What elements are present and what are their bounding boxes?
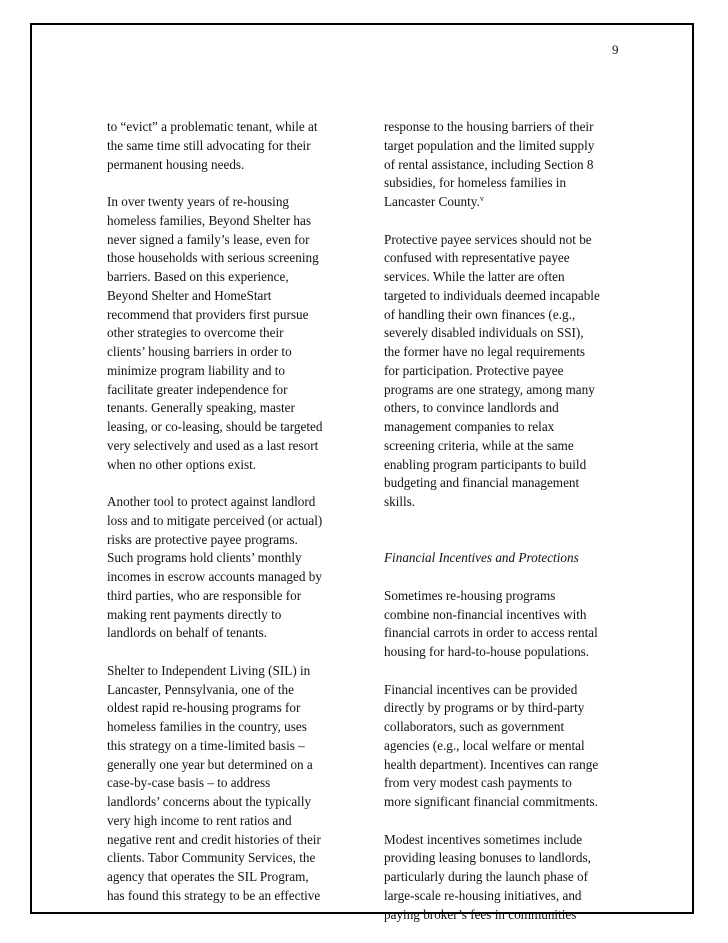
text-line: Lancaster, Pennsylvania, one of the	[107, 681, 294, 697]
paragraph-gap	[384, 662, 628, 681]
text-line: for participation. Protective payee	[384, 362, 564, 378]
footnote-marker: v	[479, 194, 484, 203]
text-line: oldest rapid re-housing programs for	[107, 700, 301, 716]
text-line: providing leasing bonuses to landlords,	[384, 850, 591, 866]
text-line: case-by-case basis – to address	[107, 775, 271, 791]
text-line: generally one year but determined on a	[107, 756, 313, 772]
text-line: to “evict” a problematic tenant, while at	[107, 119, 318, 134]
text-line: enabling program participants to build	[384, 456, 587, 472]
text-line: targeted to individuals deemed incapable	[384, 287, 600, 303]
text-line: minimize program liability and to	[107, 362, 285, 378]
text-line: landlords on behalf of tenants.	[107, 625, 268, 641]
text-line: more significant financial commitments.	[384, 794, 598, 809]
text-line: screening criteria, while at the same	[384, 437, 574, 453]
text-line: the former have no legal requirements	[384, 344, 586, 359]
text-line: of rental assistance, including Section 8	[384, 156, 594, 172]
section-heading: Financial Incentives and Protections	[384, 550, 579, 566]
text-line: Protective payee services should not be	[384, 231, 592, 247]
text-line: leasing, or co-leasing, should be targeted	[107, 419, 323, 434]
text-line: making rent payments directly to	[107, 606, 282, 622]
text-line: housing for hard-to-house populations.	[384, 644, 590, 659]
text-line: budgeting and financial management	[384, 475, 580, 491]
text-line: tenants. Generally speaking, master	[107, 400, 295, 416]
text-line: recommend that providers first pursue	[107, 306, 309, 322]
text-line: Sometimes re-housing programs	[384, 587, 556, 603]
text-line: when no other options exist.	[107, 456, 257, 472]
text-line: directly by programs or by third-party	[384, 700, 585, 716]
text-line: large-scale re-housing initiatives, and	[384, 887, 582, 903]
text-line: severely disabled individuals on SSI),	[384, 325, 584, 341]
text-line: those households with serious screening	[107, 250, 319, 266]
text-line: homeless families in the country, uses	[107, 719, 307, 734]
paragraph-gap	[107, 174, 353, 193]
text-line: third parties, who are responsible for	[107, 587, 302, 603]
text-line: skills.	[384, 494, 416, 509]
text-line: this strategy on a time-limited basis –	[107, 737, 305, 753]
page-number: 9	[612, 42, 619, 57]
left-column	[107, 118, 353, 906]
text-line: Beyond Shelter and HomeStart	[107, 287, 272, 303]
text-line: subsidies, for homeless families in	[384, 175, 567, 191]
text-line: programs are one strategy, among many	[384, 381, 595, 397]
text-line: particularly during the launch phase of	[384, 869, 588, 884]
text-line: very high income to rent ratios and	[107, 812, 292, 828]
text-line: barriers. Based on this experience,	[107, 269, 289, 284]
text-line: health department). Incentives can range	[384, 756, 599, 772]
text-line: target population and the limited supply	[384, 137, 595, 153]
right-column-middle-text	[384, 212, 628, 550]
paragraph-gap	[384, 512, 628, 531]
text-line: agency that operates the SIL Program,	[107, 869, 309, 884]
paragraph-gap	[384, 568, 628, 587]
text-line: very selectively and used as a last resort	[107, 437, 319, 453]
text-line: others, to convince landlords and	[384, 400, 559, 416]
text-line: clients. Tabor Community Services, the	[107, 850, 316, 866]
text-line: loss and to mitigate perceived (or actual)	[107, 512, 323, 528]
text-line: combine non-financial incentives with	[384, 606, 587, 622]
text-line: of handling their own finances (e.g.,	[384, 306, 576, 322]
text-line: Financial incentives can be provided	[384, 681, 578, 697]
right-column-bottom-text	[384, 568, 628, 924]
text-line: clients’ housing barriers in order to	[107, 344, 292, 359]
text-line: the same time still advocating for their	[107, 137, 311, 153]
text-line: permanent housing needs.	[107, 156, 245, 172]
text-line: Such programs hold clients’ monthly	[107, 550, 302, 566]
paragraph-gap	[384, 812, 628, 831]
text-line: In over twenty years of re-housing	[107, 194, 290, 209]
paragraph-gap	[384, 212, 628, 231]
text-line: never signed a family’s lease, even for	[107, 231, 310, 247]
text-line: facilitate greater independence for	[107, 381, 288, 397]
paragraph-gap	[107, 643, 353, 662]
text-line: management companies to relax	[384, 419, 555, 434]
text-line: risks are protective payee programs.	[107, 531, 298, 547]
text-line: negative rent and credit histories of their	[107, 831, 321, 847]
text-line: response to the housing barriers of their	[384, 119, 594, 134]
footnote-line-text: Lancaster County.	[384, 194, 480, 209]
text-line: Modest incentives sometimes include	[384, 831, 583, 847]
footnote-line	[384, 193, 628, 212]
paragraph-gap	[384, 531, 628, 550]
text-line: financial carrots in order to access rental	[384, 625, 598, 641]
right-column	[384, 118, 628, 924]
text-line: from very modest cash payments to	[384, 775, 572, 791]
text-line: landlords’ concerns about the typically	[107, 794, 312, 809]
text-line: Another tool to protect against landlord	[107, 494, 316, 509]
text-line: homeless families, Beyond Shelter has	[107, 212, 312, 228]
text-line: Shelter to Independent Living (SIL) in	[107, 662, 311, 678]
text-line: other strategies to overcome their	[107, 325, 284, 341]
text-line: has found this strategy to be an effective	[107, 887, 321, 903]
text-line: incomes in escrow accounts managed by	[107, 569, 322, 584]
text-line: paying broker’s fees in communities	[384, 906, 577, 922]
text-line: services. While the latter are often	[384, 269, 565, 284]
text-line: confused with representative payee	[384, 250, 570, 266]
text-line: agencies (e.g., local welfare or mental	[384, 737, 585, 753]
text-line: collaborators, such as government	[384, 719, 565, 734]
right-column-top-text	[384, 118, 628, 193]
paragraph-gap	[107, 474, 353, 493]
